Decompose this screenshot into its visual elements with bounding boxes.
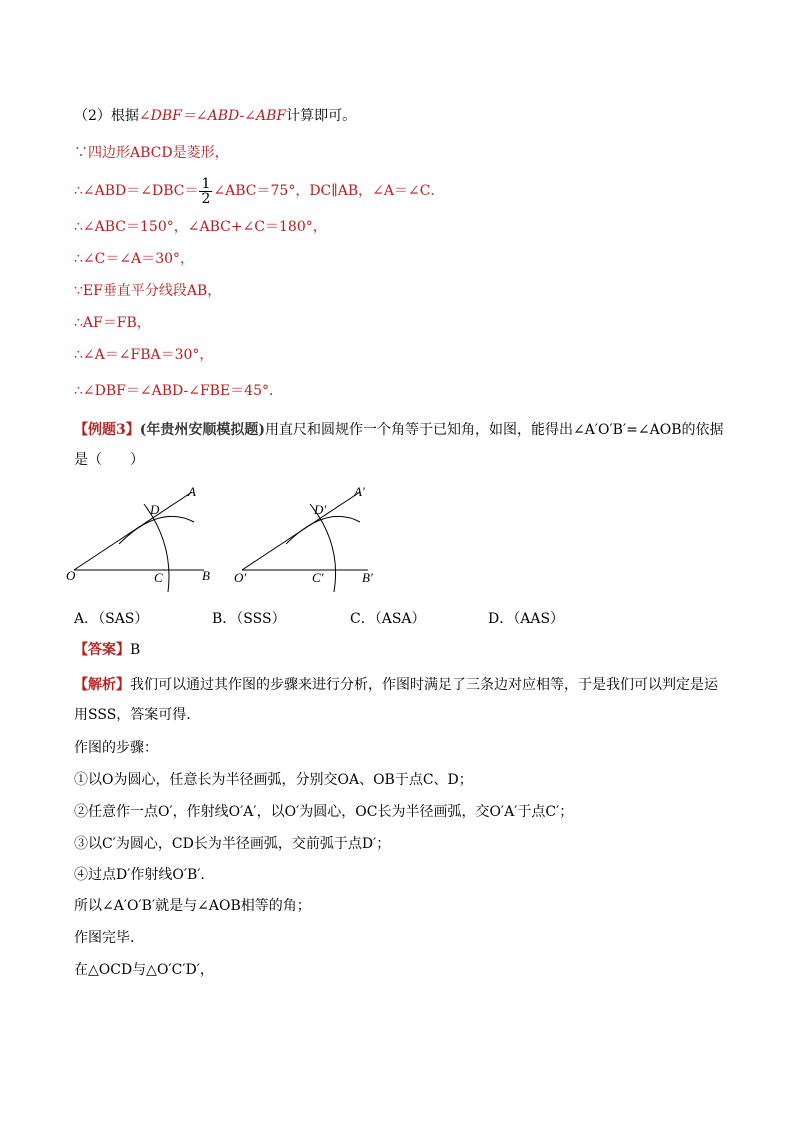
option-b: B．（SSS）	[212, 611, 286, 627]
option-d: D．（AAS）	[488, 611, 565, 627]
example3-question	[74, 420, 723, 440]
arc-through-D	[119, 516, 194, 544]
step-2: ②任意作一点O′，作射线O′A′，以O′为圆心，OC长为半径画弧，交O′A′于点C′；	[74, 804, 574, 820]
label-B-prime: B′	[362, 570, 373, 585]
answer-line	[74, 640, 140, 660]
option-a: A．（SAS）	[74, 611, 149, 627]
step-1: ①以O为圆心，任意长为半径画弧，分别交OA、OB于点C、D；	[74, 772, 473, 788]
done-line: 作图完毕．	[74, 930, 144, 946]
label-B: B	[202, 568, 210, 583]
last-line: 在△OCD与△O′C′D′，	[74, 962, 214, 978]
proof-line-5: ∵EF垂直平分线段AB，	[74, 283, 222, 299]
proof-line-7: ∴∠A＝∠FBA＝30°，	[74, 347, 214, 363]
fraction-denominator: 2	[201, 190, 211, 207]
option-c: C．（ASA）	[350, 611, 426, 627]
step-3: ③以C′为圆心，CD长为半径画弧，交前弧于点D′；	[74, 836, 391, 852]
proof-line-4: ∴∠C＝∠A＝30°，	[74, 251, 195, 267]
part2-line	[74, 106, 356, 126]
example-tag: 【例题3】	[74, 422, 140, 438]
example3-question-cont: 是（ ）	[74, 452, 144, 468]
label-O-prime: O′	[234, 570, 247, 585]
proof-line-2	[74, 176, 444, 206]
answer-tag: 【答案】	[74, 642, 130, 658]
label-D-prime: D′	[314, 502, 327, 517]
part2-tail: 计算即可。	[286, 108, 357, 124]
analysis-text-1: 我们可以通过其作图的步骤来进行分析，作图时满足了三条边对应相等，于是我们可以判定是运	[130, 677, 718, 693]
figure-right	[242, 492, 368, 592]
proof-line-1: ∵四边形ABCD是菱形，	[74, 145, 229, 161]
proof-line-6: ∴AF＝FB，	[74, 315, 151, 331]
example-question-text: 用直尺和圆规作一个角等于已知角，如图，能得出∠A′O′B′=∠AOB的依据	[265, 422, 724, 438]
proof-line-8: ∴∠DBF＝∠ABD-∠FBE＝45°．	[74, 383, 283, 399]
fraction-numerator: 1	[201, 175, 211, 192]
steps-title: 作图的步骤：	[74, 740, 158, 756]
analysis-tag: 【解析】	[74, 677, 130, 693]
analysis-line-1	[74, 675, 718, 695]
proof-line-2b: ∠ABC＝75°，DC∥AB，∠A＝∠C．	[213, 183, 445, 199]
conclusion-line: 所以∠A′O′B′就是与∠AOB相等的角；	[74, 898, 311, 914]
proof-line-2a: ∴∠ABD＝∠DBC＝	[74, 183, 199, 199]
part2-intro: （2）根据	[74, 108, 139, 124]
analysis-line-2: 用SSS，答案可得．	[74, 707, 201, 723]
label-D: D	[150, 502, 160, 517]
angle-construction-figure	[64, 484, 464, 594]
label-C-prime: C′	[312, 570, 324, 585]
part2-formula: ∠DBF＝∠ABD-∠ABF	[138, 108, 287, 124]
example-source: (年贵州安顺模拟题)	[139, 422, 265, 438]
figure-left	[74, 492, 204, 592]
answer-value: B	[130, 642, 141, 658]
fraction-half	[199, 177, 212, 206]
label-A: A	[188, 484, 196, 499]
step-4: ④过点D′作射线O′B′．	[74, 867, 215, 883]
proof-line-3: ∴∠ABC＝150°，∠ABC+∠C＝180°，	[74, 219, 327, 235]
label-O: O	[66, 568, 76, 583]
ray-OA	[74, 492, 192, 570]
label-C: C	[154, 570, 163, 585]
arc-through-D'	[286, 516, 360, 544]
label-A-prime: A′	[354, 484, 365, 499]
